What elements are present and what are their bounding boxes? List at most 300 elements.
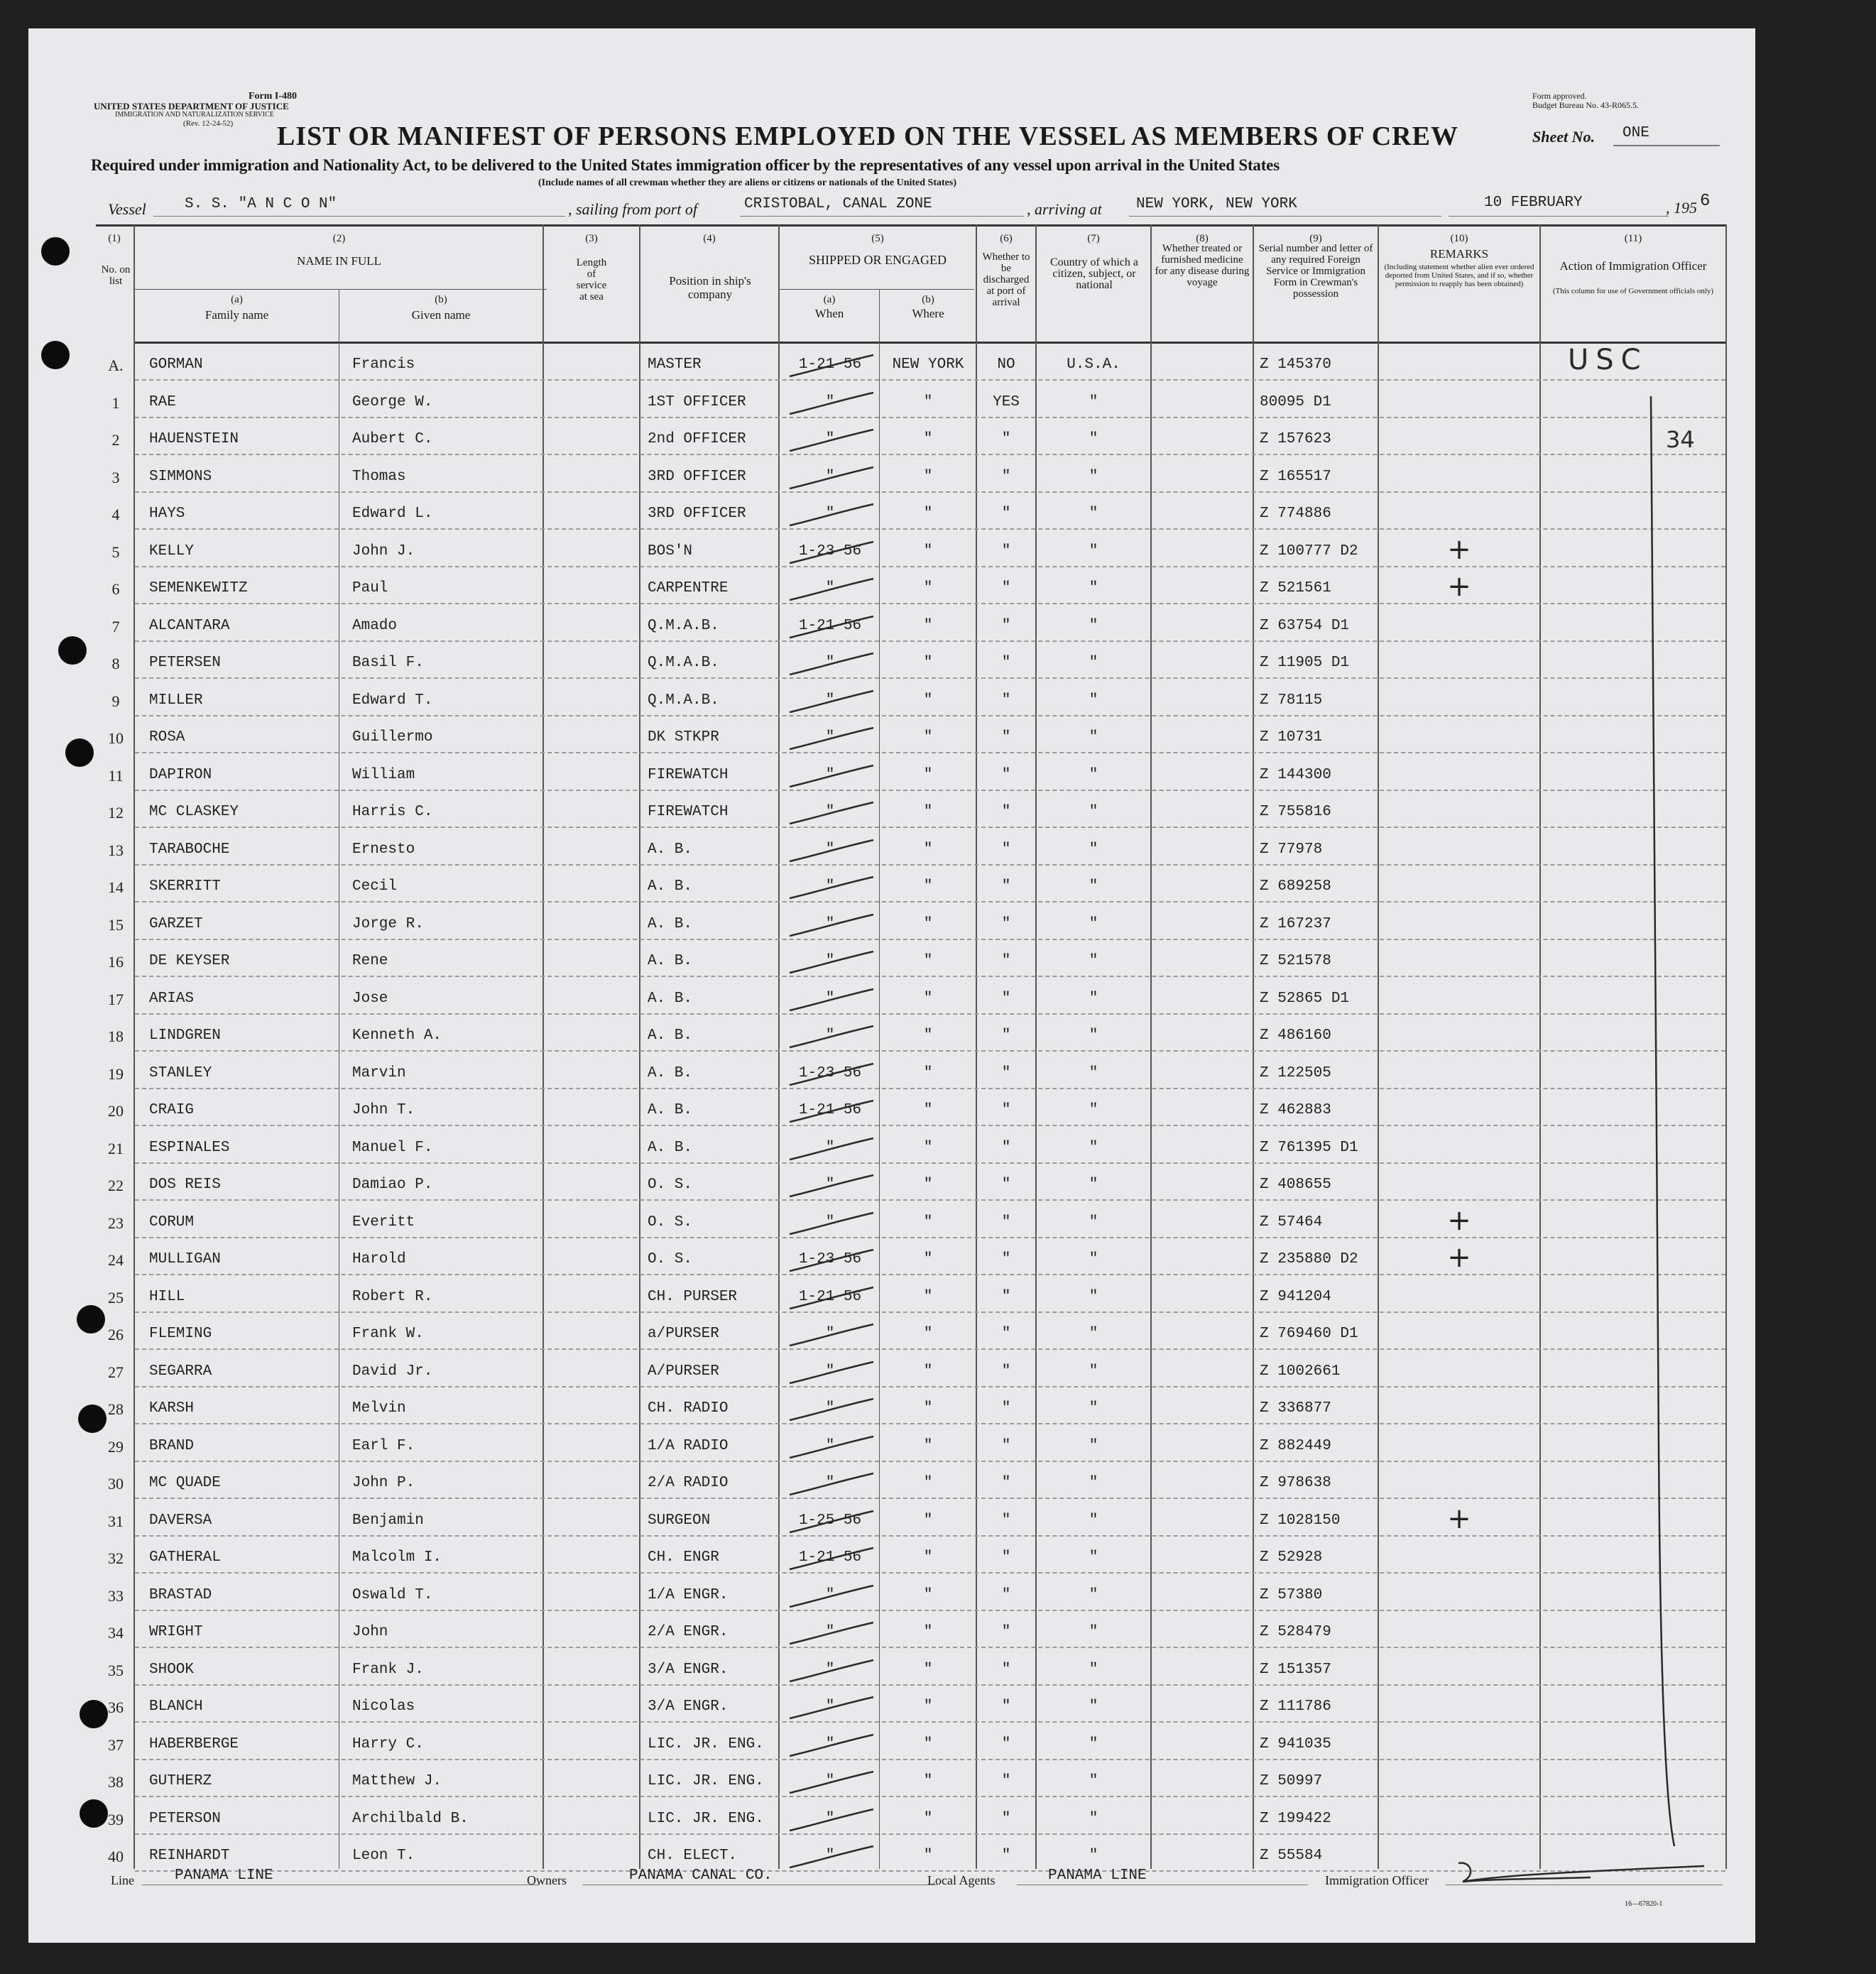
serial-number: Z 978638 bbox=[1260, 1475, 1331, 1491]
given-name: Frank J. bbox=[352, 1661, 424, 1678]
given-name: Amado bbox=[352, 617, 398, 634]
serial-number: Z 157623 bbox=[1260, 431, 1331, 447]
col8-num: (8) bbox=[1196, 233, 1209, 244]
shipped-when: " bbox=[825, 1624, 835, 1640]
given-name: Aubert C. bbox=[352, 431, 433, 447]
shipped-where: " bbox=[923, 804, 933, 820]
punch-hole bbox=[65, 738, 94, 767]
col5-num: (5) bbox=[871, 233, 884, 244]
shipped-when: 1-23-56 bbox=[798, 1251, 862, 1267]
position: Q.M.A.B. bbox=[648, 617, 719, 634]
serial-number: Z 761395 D1 bbox=[1260, 1139, 1358, 1156]
shipped-when: " bbox=[825, 953, 835, 969]
line-label: Line bbox=[111, 1873, 134, 1887]
discharged: " bbox=[1001, 1139, 1011, 1156]
shipped-when: " bbox=[825, 1661, 835, 1678]
shipped-where: " bbox=[923, 915, 933, 932]
shipped-where: " bbox=[923, 468, 933, 485]
given-name: Paul bbox=[352, 580, 388, 596]
discharged: " bbox=[1001, 1288, 1011, 1305]
row-number: 23 bbox=[108, 1214, 124, 1232]
shipped-when: " bbox=[825, 1139, 835, 1156]
country: " bbox=[1089, 804, 1098, 820]
serial-number: Z 151357 bbox=[1260, 1661, 1331, 1678]
discharged: " bbox=[1001, 1773, 1011, 1789]
discharged: " bbox=[1001, 841, 1011, 858]
count-annotation: 34 bbox=[1666, 426, 1695, 453]
given-name: Harris C. bbox=[352, 804, 433, 820]
family-name: DOS REIS bbox=[149, 1177, 221, 1193]
shipped-when: " bbox=[825, 878, 835, 895]
given-name: Harold bbox=[352, 1251, 406, 1267]
serial-number: Z 122505 bbox=[1260, 1064, 1331, 1081]
row-number: 5 bbox=[111, 542, 120, 561]
shipped-when: 1-21-56 bbox=[798, 1288, 862, 1305]
officer-label: Immigration Officer bbox=[1325, 1873, 1429, 1887]
shipped-where: " bbox=[923, 878, 933, 895]
shipped-where: " bbox=[923, 1848, 933, 1864]
discharged: " bbox=[1001, 655, 1011, 671]
position: O. S. bbox=[648, 1251, 693, 1267]
serial-number: Z 336877 bbox=[1260, 1400, 1331, 1417]
discharged: " bbox=[1001, 804, 1011, 820]
col6-label: Whether to be discharged at port of arrival bbox=[982, 251, 1030, 308]
discharged: " bbox=[1001, 468, 1011, 485]
given-name: Damiao P. bbox=[352, 1177, 433, 1193]
row-number: 30 bbox=[108, 1475, 124, 1493]
given-name: John T. bbox=[352, 1102, 415, 1118]
arrival-date: 10 FEBRUARY bbox=[1484, 195, 1583, 211]
col5-label: SHIPPED OR ENGAGED bbox=[808, 253, 947, 267]
country: " bbox=[1089, 655, 1098, 671]
row-number: 29 bbox=[108, 1437, 124, 1456]
discharged: " bbox=[1001, 1400, 1011, 1417]
given-name: Harry C. bbox=[352, 1735, 424, 1752]
country: " bbox=[1089, 1326, 1098, 1342]
shipped-where: " bbox=[923, 1661, 933, 1678]
position: Q.M.A.B. bbox=[648, 655, 719, 671]
discharged: " bbox=[1001, 1475, 1011, 1491]
given-name: John bbox=[352, 1624, 388, 1640]
family-name: ALCANTARA bbox=[149, 617, 230, 634]
col2b-num: (b) bbox=[435, 294, 447, 305]
family-name: MC CLASKEY bbox=[149, 804, 239, 820]
position: SURGEON bbox=[648, 1512, 711, 1529]
position: 2/A RADIO bbox=[648, 1475, 729, 1491]
col2a-num: (a) bbox=[231, 294, 243, 305]
discharged: " bbox=[1001, 1437, 1011, 1454]
row-number: 40 bbox=[108, 1848, 124, 1865]
serial-number: Z 57464 bbox=[1260, 1214, 1323, 1231]
given-name: Robert R. bbox=[352, 1288, 433, 1305]
country: " bbox=[1089, 393, 1098, 410]
form-number: Form I-480 bbox=[249, 91, 298, 102]
serial-number: Z 1002661 bbox=[1260, 1363, 1341, 1380]
serial-number: Z 882449 bbox=[1260, 1437, 1331, 1454]
shipped-when: 1-21-56 bbox=[798, 1102, 862, 1118]
shipped-when: " bbox=[825, 580, 835, 596]
family-name: SEGARRA bbox=[149, 1363, 212, 1380]
country: " bbox=[1089, 1064, 1098, 1081]
shipped-when: " bbox=[825, 1810, 835, 1827]
discharged: " bbox=[1001, 766, 1011, 783]
discharged: " bbox=[1001, 1064, 1011, 1081]
family-name: TARABOCHE bbox=[149, 841, 230, 858]
discharged: " bbox=[1001, 1363, 1011, 1380]
family-name: MC QUADE bbox=[149, 1475, 221, 1491]
row-number: 38 bbox=[108, 1773, 124, 1791]
discharged: " bbox=[1001, 915, 1011, 932]
country: " bbox=[1089, 953, 1098, 969]
shipped-where: " bbox=[923, 1102, 933, 1118]
serial-number: Z 486160 bbox=[1260, 1027, 1331, 1044]
sailing-from: CRISTOBAL, CANAL ZONE bbox=[744, 196, 932, 212]
family-name: SKERRITT bbox=[149, 878, 221, 895]
col1-label: No. on list bbox=[101, 264, 131, 287]
row-number: 31 bbox=[108, 1512, 124, 1530]
serial-number: Z 408655 bbox=[1260, 1177, 1331, 1193]
family-name: GUTHERZ bbox=[149, 1773, 212, 1789]
shipped-where: " bbox=[923, 1400, 933, 1417]
discharged: " bbox=[1001, 617, 1011, 634]
family-name: HABERBERGE bbox=[149, 1735, 239, 1752]
position: 2nd OFFICER bbox=[648, 431, 746, 447]
shipped-where: " bbox=[923, 580, 933, 596]
shipped-when: " bbox=[825, 506, 835, 522]
discharged: " bbox=[1001, 1549, 1011, 1566]
year-prefix: , 195 bbox=[1666, 199, 1697, 217]
punch-hole bbox=[41, 237, 70, 266]
row-number: 32 bbox=[108, 1549, 124, 1567]
punch-hole bbox=[80, 1700, 108, 1728]
discharged: " bbox=[1001, 1512, 1011, 1529]
shipped-when: " bbox=[825, 1400, 835, 1417]
shipped-when: " bbox=[825, 1475, 835, 1491]
given-name: Rene bbox=[352, 953, 388, 969]
department: UNITED STATES DEPARTMENT OF JUSTICE bbox=[94, 101, 289, 111]
col3-label: Length of service at sea bbox=[576, 257, 607, 302]
shipped-where: " bbox=[923, 1773, 933, 1789]
given-name: Jorge R. bbox=[352, 915, 424, 932]
row-number: 15 bbox=[108, 915, 124, 934]
col5b-num: (b) bbox=[922, 294, 934, 305]
col7-num: (7) bbox=[1087, 233, 1100, 244]
country: " bbox=[1089, 580, 1098, 596]
col4-num: (4) bbox=[703, 233, 716, 244]
agents-value: PANAMA LINE bbox=[1048, 1867, 1147, 1884]
row-number: 35 bbox=[108, 1661, 124, 1679]
position: 3RD OFFICER bbox=[648, 506, 746, 522]
shipped-when: " bbox=[825, 804, 835, 820]
discharged: " bbox=[1001, 1102, 1011, 1118]
serial-number: Z 769460 D1 bbox=[1260, 1326, 1358, 1342]
shipped-when: 1-21-56 bbox=[798, 356, 862, 373]
given-name: Oswald T. bbox=[352, 1586, 433, 1603]
country: " bbox=[1089, 1773, 1098, 1789]
shipped-where: " bbox=[923, 542, 933, 560]
serial-number: 80095 D1 bbox=[1260, 393, 1331, 410]
given-name: Frank W. bbox=[352, 1326, 424, 1342]
family-name: WRIGHT bbox=[149, 1624, 203, 1640]
family-name: HILL bbox=[149, 1288, 185, 1305]
family-name: BRASTAD bbox=[149, 1586, 212, 1603]
shipped-where: " bbox=[923, 1810, 933, 1827]
col6-num: (6) bbox=[1000, 233, 1013, 244]
serial-number: Z 111786 bbox=[1260, 1698, 1331, 1715]
discharged: " bbox=[1001, 692, 1011, 709]
serial-number: Z 235880 D2 bbox=[1260, 1251, 1358, 1267]
given-name: Melvin bbox=[352, 1400, 406, 1417]
country: " bbox=[1089, 1139, 1098, 1156]
row-number: 6 bbox=[111, 580, 120, 598]
remark-mark: + bbox=[1447, 1241, 1471, 1274]
col11-note: (This column for use of Government officials only) bbox=[1552, 287, 1714, 295]
country: " bbox=[1089, 1251, 1098, 1267]
row-number: 21 bbox=[108, 1139, 124, 1157]
row-number: 27 bbox=[108, 1363, 124, 1381]
shipped-when: " bbox=[825, 1177, 835, 1193]
given-name: Edward L. bbox=[352, 506, 433, 522]
shipped-where: " bbox=[923, 841, 933, 858]
position: LIC. JR. ENG. bbox=[648, 1810, 764, 1827]
given-name: Basil F. bbox=[352, 655, 424, 671]
serial-number: Z 167237 bbox=[1260, 915, 1331, 932]
col9-label: Serial number and letter of any required Foreign Service or Immigration Form in Crewman's possession bbox=[1258, 243, 1373, 300]
manifest-sheet bbox=[28, 28, 1755, 1943]
owners-value: PANAMA CANAL CO. bbox=[629, 1867, 773, 1884]
shipped-when: " bbox=[825, 1586, 835, 1603]
family-name: BRAND bbox=[149, 1437, 195, 1454]
given-name: Francis bbox=[352, 356, 415, 373]
country: " bbox=[1089, 841, 1098, 858]
position: CARPENTRE bbox=[648, 580, 729, 596]
serial-number: Z 755816 bbox=[1260, 804, 1331, 820]
budget-bureau: Budget Bureau No. 43-R065.5. bbox=[1532, 100, 1639, 110]
row-number: 17 bbox=[108, 990, 124, 1008]
shipped-where: " bbox=[923, 1363, 933, 1380]
row-number: 19 bbox=[108, 1064, 124, 1083]
shipped-where: " bbox=[923, 1326, 933, 1342]
country: " bbox=[1089, 1027, 1098, 1044]
position: Q.M.A.B. bbox=[648, 692, 719, 709]
shipped-when: 1-25-56 bbox=[798, 1512, 862, 1529]
shipped-where: " bbox=[923, 617, 933, 634]
discharged: " bbox=[1001, 990, 1011, 1007]
serial-number: Z 50997 bbox=[1260, 1773, 1323, 1789]
position: A. B. bbox=[648, 1102, 693, 1118]
form-title: LIST OR MANIFEST OF PERSONS EMPLOYED ON THE VESSEL AS MEMBERS OF CREW bbox=[277, 121, 1458, 151]
family-name: RAE bbox=[149, 393, 176, 410]
row-number: 7 bbox=[111, 617, 120, 636]
given-name: Nicolas bbox=[352, 1698, 415, 1715]
sheet-label: Sheet No. bbox=[1532, 128, 1595, 146]
shipped-where: " bbox=[923, 1177, 933, 1193]
position: DK STKPR bbox=[648, 729, 719, 746]
arriving-at: NEW YORK, NEW YORK bbox=[1136, 196, 1297, 212]
shipped-when: " bbox=[825, 766, 835, 783]
given-name: Earl F. bbox=[352, 1437, 415, 1454]
year-suffix: 6 bbox=[1700, 192, 1711, 211]
row-number: 11 bbox=[108, 766, 124, 785]
position: A. B. bbox=[648, 953, 693, 969]
discharged: " bbox=[1001, 431, 1011, 447]
serial-number: Z 462883 bbox=[1260, 1102, 1331, 1118]
position: O. S. bbox=[648, 1177, 693, 1193]
country: " bbox=[1089, 1549, 1098, 1566]
serial-number: Z 199422 bbox=[1260, 1810, 1331, 1827]
family-name: HAUENSTEIN bbox=[149, 431, 239, 447]
col10-num: (10) bbox=[1450, 233, 1468, 244]
country: " bbox=[1089, 1363, 1098, 1380]
given-name: Everitt bbox=[352, 1214, 415, 1231]
discharged: " bbox=[1001, 1177, 1011, 1193]
shipped-where: " bbox=[923, 1586, 933, 1603]
family-name: ROSA bbox=[149, 729, 185, 746]
punch-hole bbox=[77, 1305, 105, 1334]
position: 3RD OFFICER bbox=[648, 468, 746, 485]
country: " bbox=[1089, 766, 1098, 783]
country: " bbox=[1089, 692, 1098, 709]
serial-number: Z 528479 bbox=[1260, 1624, 1331, 1640]
shipped-where: " bbox=[923, 1064, 933, 1081]
shipped-when: " bbox=[825, 1363, 835, 1380]
family-name: REINHARDT bbox=[149, 1848, 230, 1864]
position: CH. PURSER bbox=[648, 1288, 738, 1305]
position: 2/A ENGR. bbox=[648, 1624, 729, 1640]
shipped-where: " bbox=[923, 1251, 933, 1267]
shipped-where: NEW YORK bbox=[892, 356, 964, 373]
discharged: " bbox=[1001, 542, 1011, 560]
serial-number: Z 57380 bbox=[1260, 1586, 1323, 1603]
col2-num: (2) bbox=[332, 233, 346, 244]
family-name: PETERSON bbox=[149, 1810, 221, 1827]
given-name: George W. bbox=[352, 393, 433, 410]
country: " bbox=[1089, 1288, 1098, 1305]
family-name: FLEMING bbox=[149, 1326, 212, 1342]
discharged: " bbox=[1001, 1326, 1011, 1342]
shipped-where: " bbox=[923, 1475, 933, 1491]
serial-number: Z 1028150 bbox=[1260, 1512, 1341, 1529]
shipped-where: " bbox=[923, 692, 933, 709]
sailing-label: , sailing from port of bbox=[568, 200, 697, 218]
serial-number: Z 55584 bbox=[1260, 1848, 1323, 1864]
given-name: John J. bbox=[352, 542, 415, 560]
row-number: 36 bbox=[108, 1698, 124, 1716]
family-name: SIMMONS bbox=[149, 468, 212, 485]
country: U.S.A. bbox=[1067, 356, 1120, 373]
given-name: Thomas bbox=[352, 468, 406, 485]
family-name: STANLEY bbox=[149, 1064, 212, 1081]
shipped-when: " bbox=[825, 1735, 835, 1752]
discharged: " bbox=[1001, 1214, 1011, 1231]
family-name: DAPIRON bbox=[149, 766, 212, 783]
sheet-number: ONE bbox=[1623, 125, 1649, 141]
col11-num: (11) bbox=[1624, 233, 1642, 244]
row-number: 2 bbox=[111, 431, 120, 449]
position: a/PURSER bbox=[648, 1326, 719, 1342]
country: " bbox=[1089, 1810, 1098, 1827]
col10-note: (Including statement whether alien ever ordered deported from United States, and if so, whether permission to reapply has been obtained) bbox=[1384, 263, 1534, 288]
position: A. B. bbox=[648, 841, 693, 858]
position: A. B. bbox=[648, 1027, 693, 1044]
row-number: 34 bbox=[108, 1624, 124, 1642]
given-name: Kenneth A. bbox=[352, 1027, 442, 1044]
owners-label: Owners bbox=[527, 1873, 567, 1887]
usc-annotation: USC bbox=[1568, 344, 1648, 376]
family-name: SEMENKEWITZ bbox=[149, 580, 248, 596]
given-name: Matthew J. bbox=[352, 1773, 442, 1789]
country: " bbox=[1089, 1475, 1098, 1491]
shipped-where: " bbox=[923, 953, 933, 969]
position: A. B. bbox=[648, 878, 693, 895]
country: " bbox=[1089, 915, 1098, 932]
position: A/PURSER bbox=[648, 1363, 719, 1380]
shipped-when: " bbox=[825, 841, 835, 858]
discharged: " bbox=[1001, 1624, 1011, 1640]
col11-label: Action of Immigration Officer bbox=[1559, 259, 1707, 273]
family-name: HAYS bbox=[149, 506, 185, 522]
form-approved: Form approved. bbox=[1532, 91, 1587, 101]
discharged: " bbox=[1001, 1848, 1011, 1864]
col4-label: Position in ship's company bbox=[669, 274, 751, 301]
punch-hole bbox=[58, 636, 87, 665]
given-name: Ernesto bbox=[352, 841, 415, 858]
country: " bbox=[1089, 542, 1098, 560]
given-name: Guillermo bbox=[352, 729, 433, 746]
country: " bbox=[1089, 1437, 1098, 1454]
country: " bbox=[1089, 1214, 1098, 1231]
row-number: 13 bbox=[108, 841, 124, 859]
discharged: " bbox=[1001, 1586, 1011, 1603]
row-number: 18 bbox=[108, 1027, 124, 1045]
shipped-when: 1-21-56 bbox=[798, 617, 862, 634]
shipped-where: " bbox=[923, 1512, 933, 1529]
shipped-where: " bbox=[923, 506, 933, 522]
shipped-when: " bbox=[825, 1698, 835, 1715]
serial-number: Z 941035 bbox=[1260, 1735, 1331, 1752]
row-number: 16 bbox=[108, 953, 124, 971]
family-name: GORMAN bbox=[149, 356, 203, 373]
arriving-label: , arriving at bbox=[1027, 200, 1102, 218]
vessel-label: Vessel bbox=[108, 200, 146, 218]
serial-number: Z 52865 D1 bbox=[1260, 990, 1350, 1007]
shipped-when: " bbox=[825, 1027, 835, 1044]
discharged: " bbox=[1001, 1698, 1011, 1715]
serial-number: Z 144300 bbox=[1260, 766, 1331, 783]
given-name: Manuel F. bbox=[352, 1139, 433, 1156]
discharged: " bbox=[1001, 729, 1011, 746]
country: " bbox=[1089, 1177, 1098, 1193]
family-name: DAVERSA bbox=[149, 1512, 212, 1529]
family-name: GARZET bbox=[149, 915, 203, 932]
shipped-when: " bbox=[825, 1437, 835, 1454]
col1-num: (1) bbox=[108, 233, 121, 244]
punch-hole bbox=[78, 1405, 107, 1433]
serial-number: Z 77978 bbox=[1260, 841, 1323, 858]
country: " bbox=[1089, 1400, 1098, 1417]
shipped-where: " bbox=[923, 393, 933, 410]
serial-number: Z 689258 bbox=[1260, 878, 1331, 895]
col8-label: Whether treated or furnished medicine for any disease during voyage bbox=[1155, 243, 1250, 288]
country: " bbox=[1089, 1661, 1098, 1678]
shipped-where: " bbox=[923, 1139, 933, 1156]
country: " bbox=[1089, 431, 1098, 447]
country: " bbox=[1089, 1735, 1098, 1752]
position: LIC. JR. ENG. bbox=[648, 1773, 764, 1789]
discharged: " bbox=[1001, 506, 1011, 522]
shipped-where: " bbox=[923, 1735, 933, 1752]
position: 1/A ENGR. bbox=[648, 1586, 729, 1603]
